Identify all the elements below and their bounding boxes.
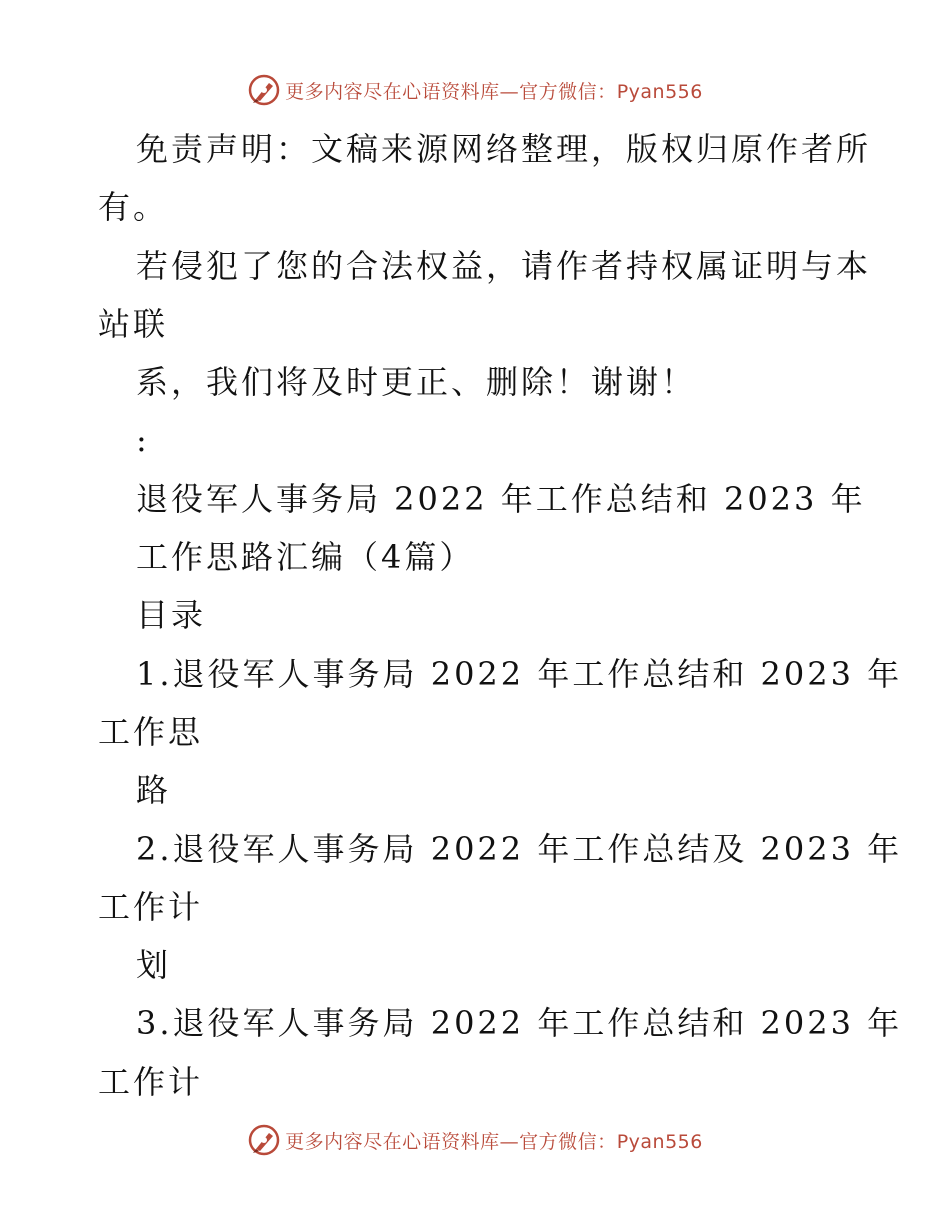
document-title-line-1: 退役军人事务局 2022 年工作总结和 2023 年 [136, 479, 866, 518]
text-line: 站联 [98, 304, 169, 343]
text-line: : [136, 421, 150, 460]
toc-item: 1.退役军人事务局 2022 年工作总结和 2023 年 [136, 654, 903, 693]
text-line: 系，我们将及时更正、删除！谢谢！ [136, 363, 697, 402]
document-body [98, 120, 903, 1111]
text-line: 免责声明：文稿来源网络整理，版权归原作者所 [136, 130, 872, 168]
toc-heading: 目录 [136, 596, 207, 635]
document-title-line-2: 工作思路汇编（4篇） [136, 538, 475, 577]
header-watermark [0, 70, 950, 110]
toc-item-continued: 工作计 [98, 887, 204, 926]
toc-item-continued: 工作计 [98, 1062, 204, 1101]
toc-item-continued: 工作思 [98, 712, 204, 751]
watermark-text: 更多内容尽在心语资料库—官方微信：Pyan556 [285, 80, 703, 103]
toc-item-continued: 划 [136, 946, 172, 985]
footer-watermark [0, 1120, 950, 1160]
pen-logo-icon [247, 73, 281, 107]
toc-item-continued: 路 [136, 771, 172, 810]
pen-logo-icon [247, 1123, 281, 1157]
text-line: 有。 [98, 188, 169, 227]
text-line: 若侵犯了您的合法权益，请作者持权属证明与本 [136, 246, 872, 285]
toc-item: 2.退役军人事务局 2022 年工作总结及 2023 年 [136, 829, 903, 868]
toc-item: 3.退役军人事务局 2022 年工作总结和 2023 年 [136, 1004, 903, 1043]
watermark-text: 更多内容尽在心语资料库—官方微信：Pyan556 [285, 1130, 703, 1153]
